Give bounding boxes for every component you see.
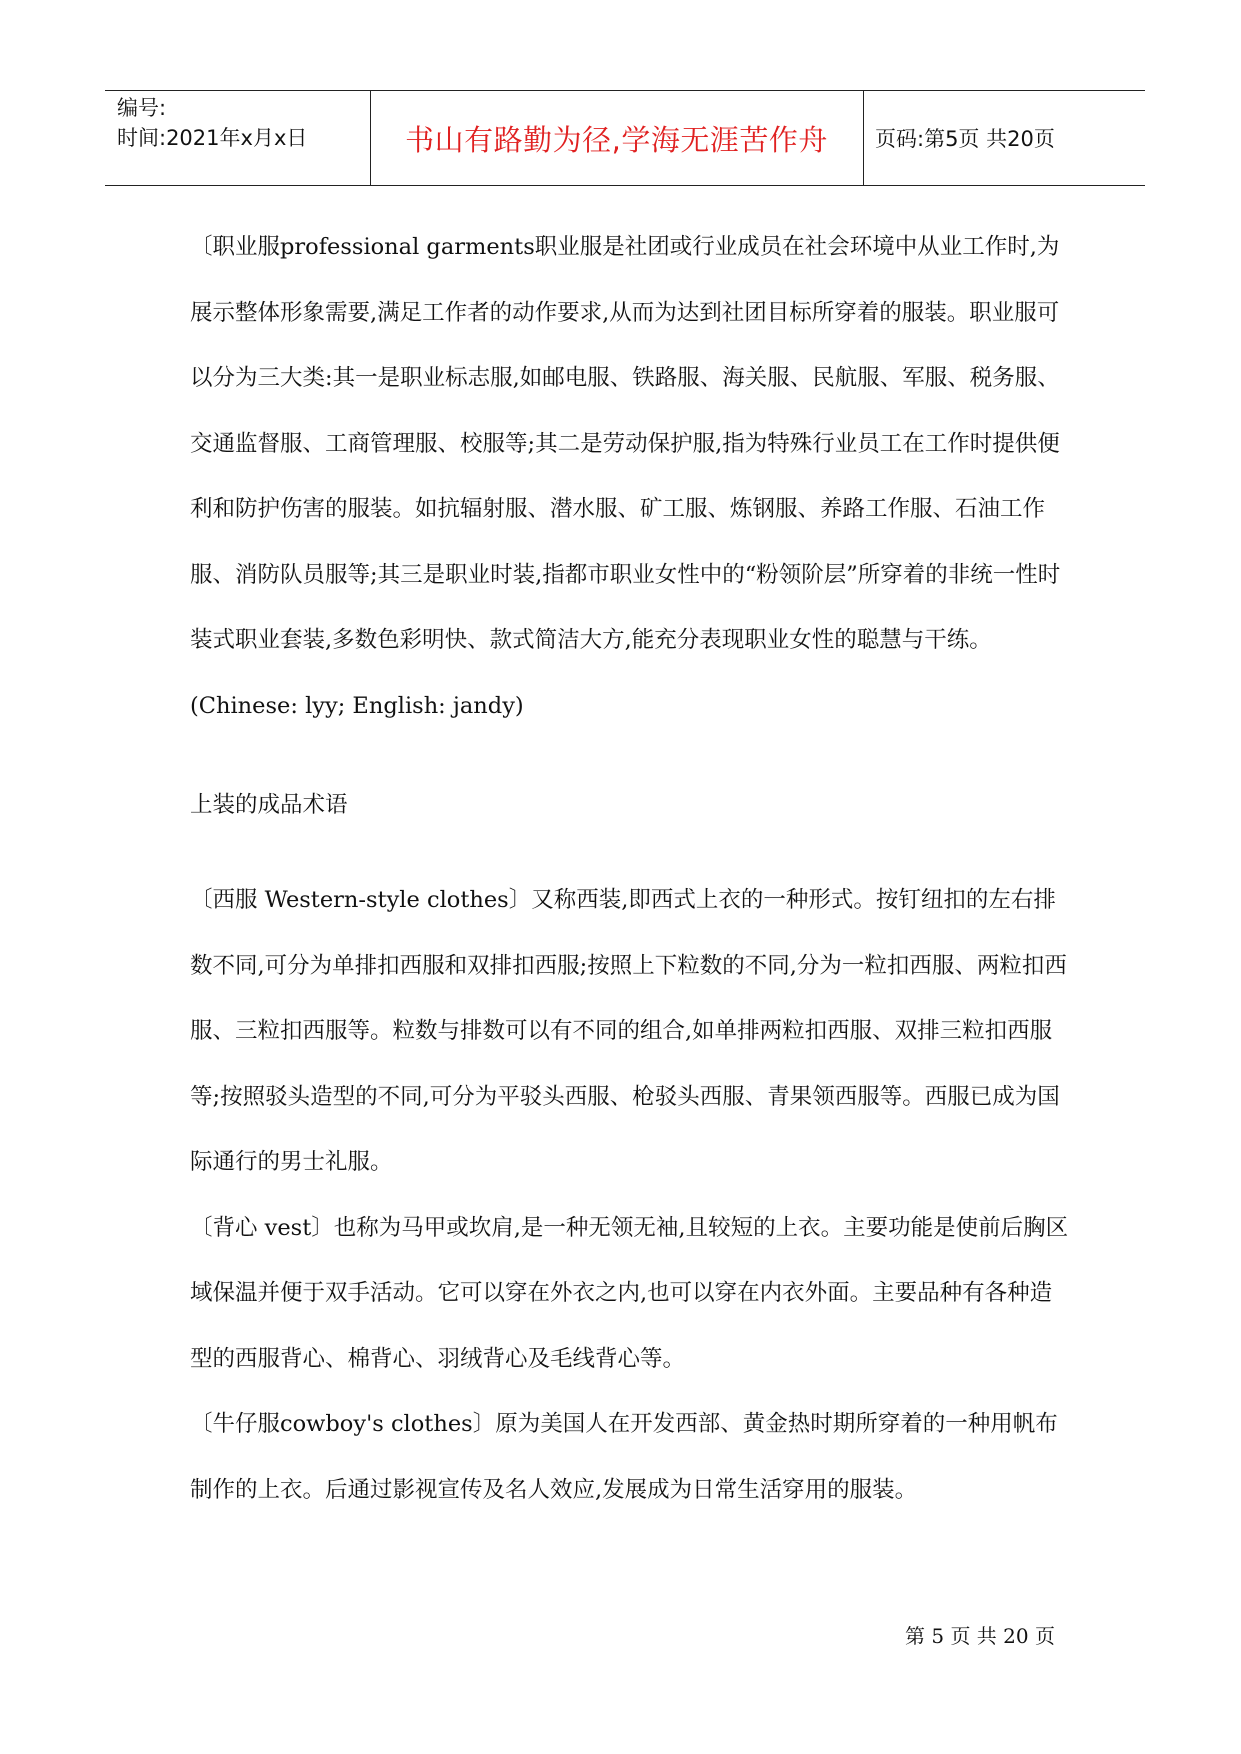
page-header xyxy=(105,90,1145,186)
page-footer: 第 5 页 共 20 页 xyxy=(905,1624,1055,1648)
paragraph-vest: 〔背心 vest〕也称为马甲或坎肩,是一种无领无袖,且较短的上衣。主要功能是使前后胸区域保温并便于双手活动。它可以穿在外衣之内,也可以穿在内衣外面。主要品种有各种造型的西服背心、棉背心、羽绒背心及毛线背心等。 xyxy=(190,1214,1069,1372)
paragraph-professional-garments: 〔职业服professional garments职业服是社团或行业成员在社会环境中从业工作时,为展示整体形象需要,满足工作者的动作要求,从而为达到社团目标所穿着的服装。职业服可以分为三大类:其一是职业标志服,如邮电服、铁路服、海关服、民航服、军服、税务服、交通监督服、工商管理服、校服等;其二是劳动保护服,指为特殊行业员工在工作时提供便利和防护伤害的服装。如抗辐射服、潜水服、矿工服、炼钢服、养路工作服、石油工作服、消防队员服等;其三是职业时装,指都市职业女性中的“粉领阶层”所穿着的非统一性时装式职业套装,多数色彩明快、款式简洁大方,能充分表现职业女性的聪慧与干练。(Chinese: lyy; English: jandy) xyxy=(190,234,1061,719)
paragraph-western-suit: 〔西服 Western-style clothes〕又称西装,即西式上衣的一种形式。按钉纽扣的左右排数不同,可分为单排扣西服和双排扣西服;按照上下粒数的不同,分为一粒扣西服、两粒扣西服、三粒扣西服等。粒数与排数可以有不同的组合,如单排两粒扣西服、双排三粒扣西服等;按照驳头造型的不同,可分为平驳头西服、枪驳头西服、青果领西服等。西服已成为国际通行的男士礼服。 xyxy=(190,887,1067,1175)
header-page-label: 页码:第5页 共20页 xyxy=(875,127,1055,151)
section-heading: 上装的成品术语 xyxy=(190,792,348,818)
header-number-label: 编号: xyxy=(117,96,167,120)
paragraph-cowboy-clothes: 〔牛仔服cowboy's clothes〕原为美国人在开发西部、黄金热时期所穿着的一种用帆布制作的上衣。后通过影视宣传及名人效应,发展成为日常生活穿用的服装。 xyxy=(190,1411,1058,1503)
document-body xyxy=(190,215,1070,1523)
header-divider-right xyxy=(863,91,864,185)
header-time-label: 时间:2021年x月x日 xyxy=(117,126,308,150)
header-meta xyxy=(117,93,307,153)
header-motto: 书山有路勤为径,学海无涯苦作舟 xyxy=(405,122,828,157)
